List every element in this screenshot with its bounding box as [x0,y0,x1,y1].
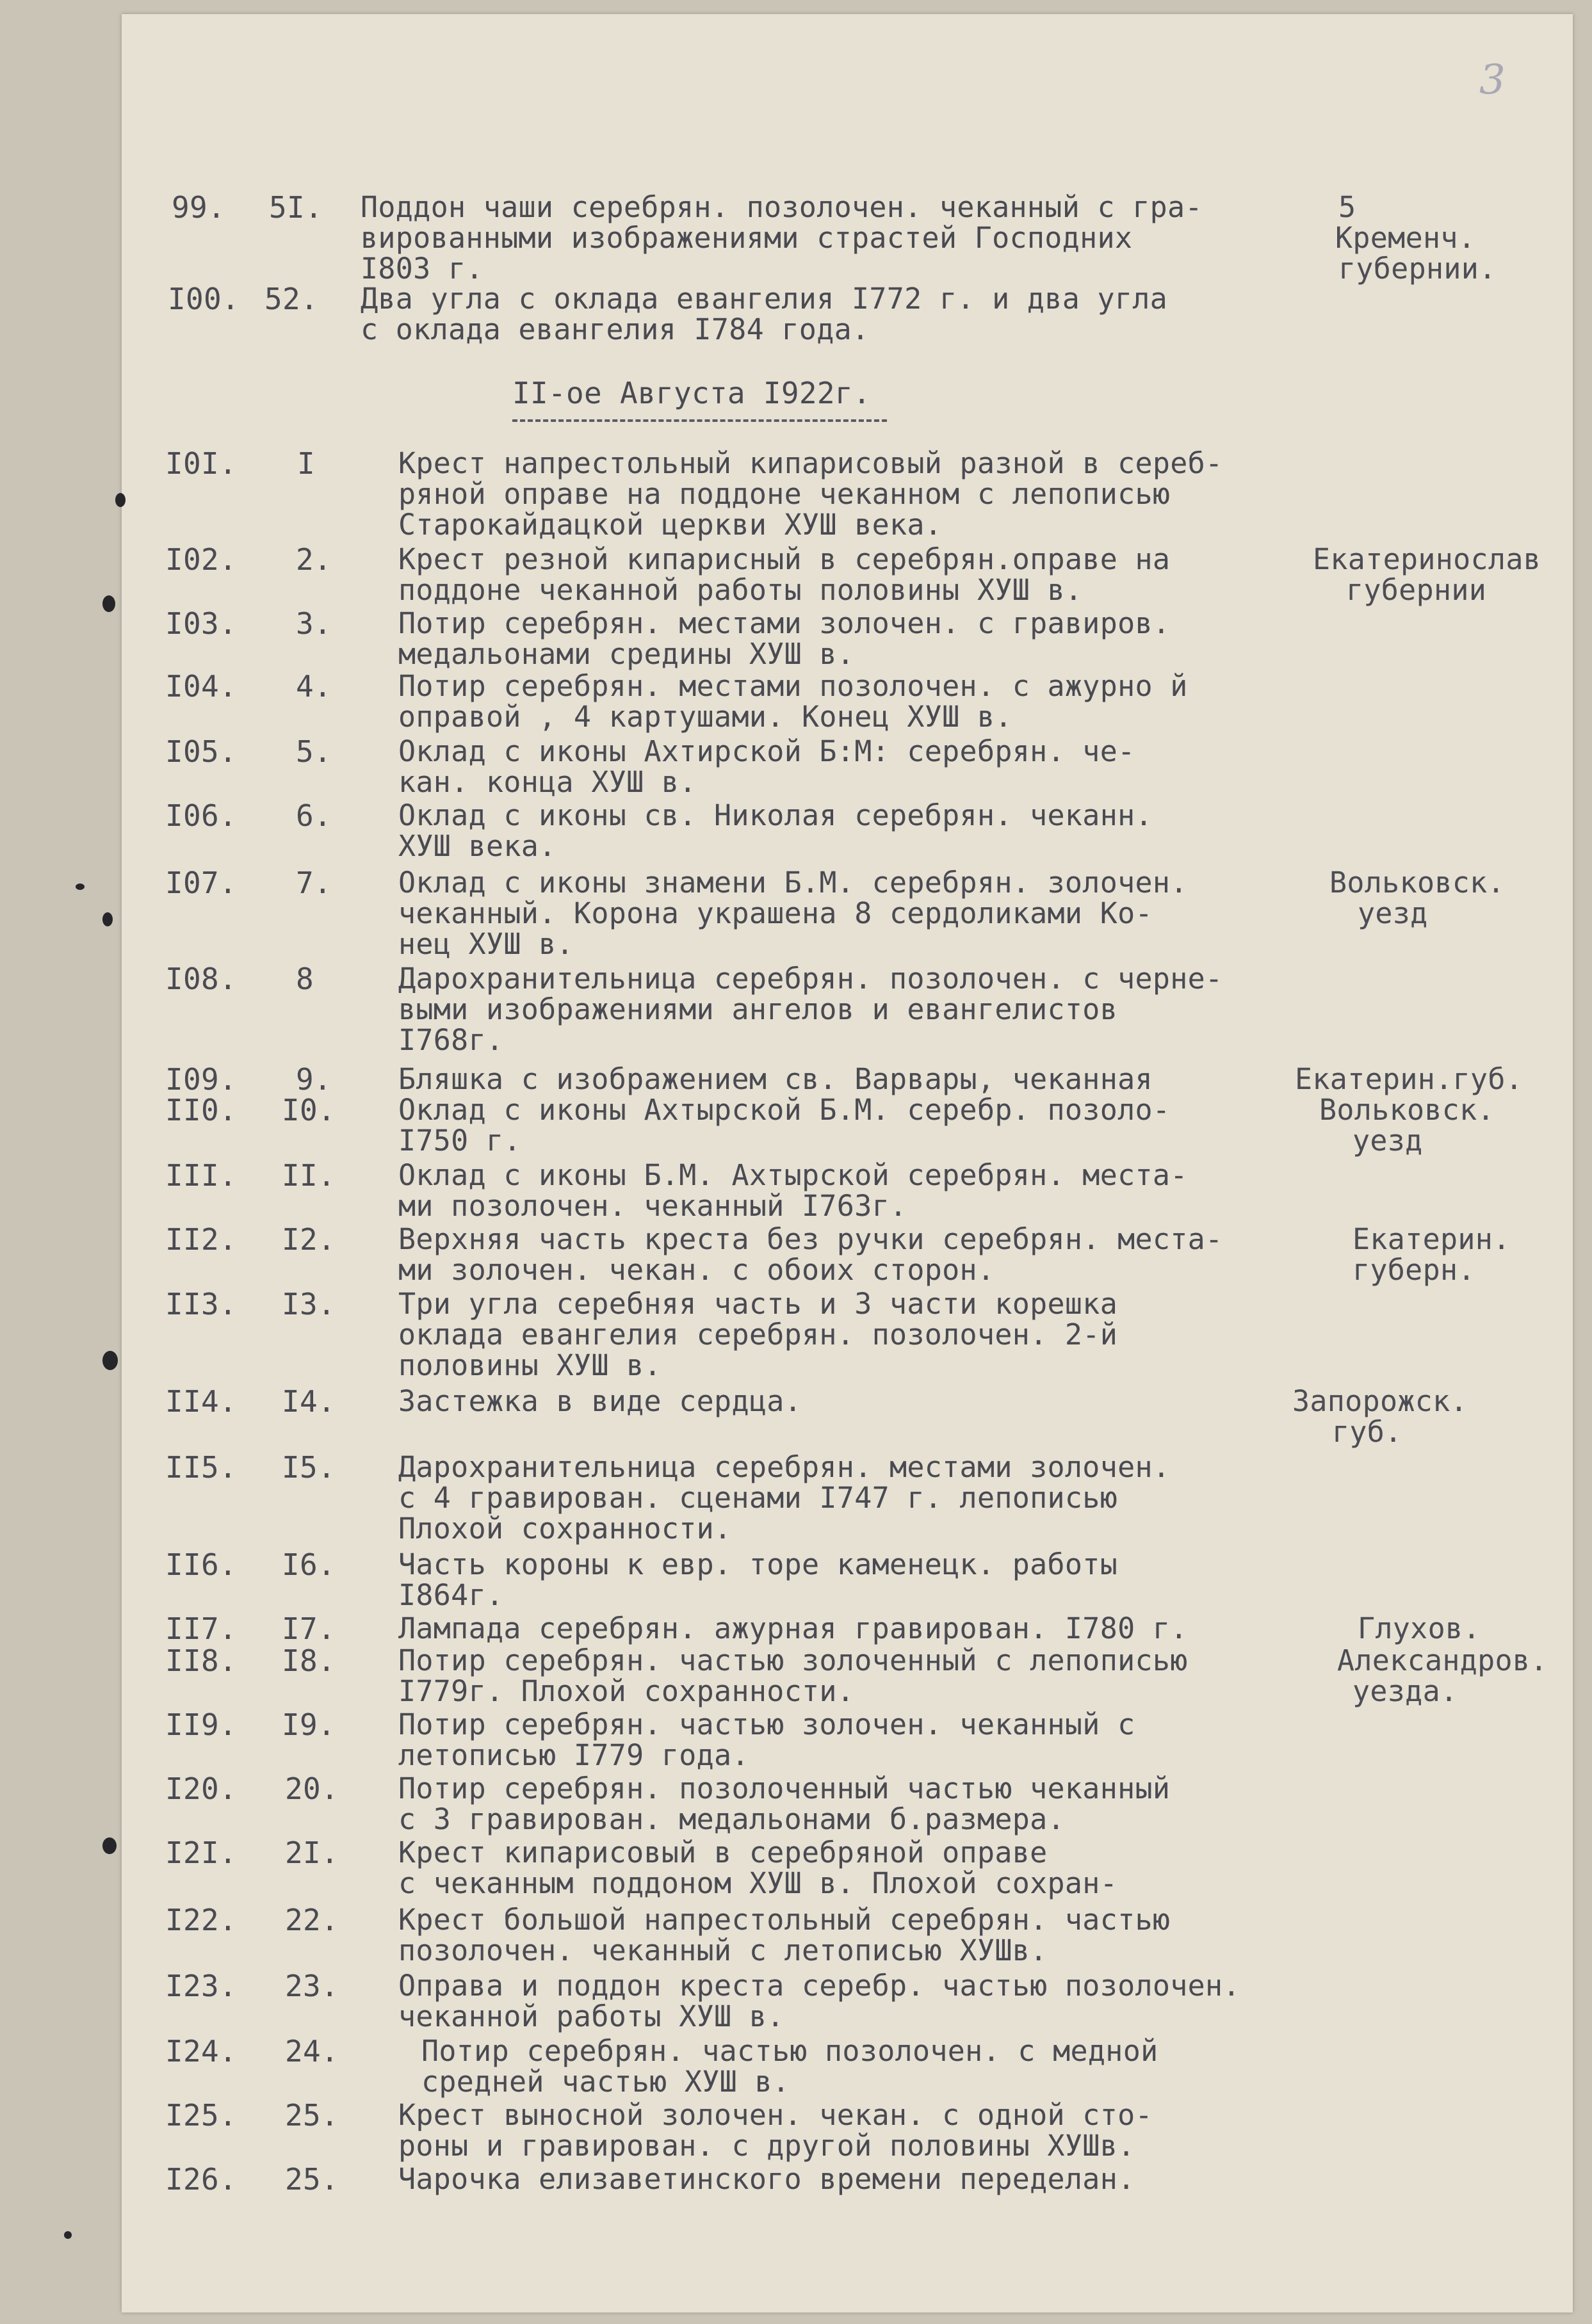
entry-number: I24. [165,2034,237,2069]
binder-hole-mark [102,912,113,926]
entry-text-line: Плохой сохранности. [398,1512,732,1545]
entry-subnumber: 3. [296,606,332,641]
entry-text-line: Часть короны к евр. торе каменецк. работы [398,1547,1118,1581]
entry-text-line: Оклад с иконы знамени Б.М. серебрян. золочен. [398,866,1188,900]
binder-hole-mark [76,884,85,890]
entry-number: I26. [165,2162,237,2197]
origin-note: Запорожск. [1292,1384,1468,1418]
date-heading: II-ое Августа I922г. [512,376,871,410]
entry-text-line: вированными изображениями страстей Господних [361,221,1133,255]
entry-text-line: роны и гравирован. с другой половины ХУШв. [398,2129,1135,2163]
entry-text-line: Лампада серебрян. ажурная гравирован. I780 г. [398,1611,1188,1645]
entry-text-line: Крест напрестольный кипарисовый разной в сереб- [398,446,1223,480]
entry-text-line: нец ХУШ в. [398,927,574,961]
entry-text-line: половины ХУШ в. [398,1348,662,1382]
entry-subnumber: 4. [296,669,332,704]
entry-text-line: Чарочка елизаветинского времени переделан. [398,2162,1135,2196]
entry-text-line: Дарохранительница серебрян. позолочен. с черне- [398,962,1223,996]
entry-text-line: Потир серебрян. частью позолочен. с медной [421,2034,1158,2068]
binder-hole-mark [102,1837,117,1854]
entry-subnumber: I5. [282,1450,336,1485]
entry-subnumber: 25. [285,2098,339,2133]
entry-text-line: оправой , 4 картушами. Конец ХУШ в. [398,700,1012,734]
entry-subnumber: 25. [285,2162,339,2197]
heading-underline [512,419,887,422]
entry-number: I07. [165,866,237,900]
entry-text-line: Старокайдацкой церкви ХУШ века. [398,508,943,542]
entry-number: 99. [172,190,225,225]
entry-number: I05. [165,734,237,769]
entry-number: II4. [165,1384,237,1419]
entry-number: II9. [165,1707,237,1742]
entry-text-line: Потир серебрян. позолоченный частью чеканный [398,1771,1171,1805]
entry-text-line: Потир серебрян. частью золоченный с лепописью [398,1643,1188,1677]
entry-subnumber: I6. [282,1547,336,1582]
entry-subnumber: 7. [296,866,332,900]
entry-subnumber: I7. [282,1611,336,1646]
entry-number: I2I. [165,1836,237,1870]
origin-note: 5 [1338,190,1356,224]
entry-subnumber: II. [282,1158,336,1193]
entry-subnumber: 5I. [269,190,323,225]
entry-text-line: Потир серебрян. частью золочен. чеканный с [398,1707,1135,1741]
entry-number: II8. [165,1643,237,1678]
entry-text-line: с 4 гравирован. сценами I747 г. лепописью [398,1481,1118,1515]
entry-number: I03. [165,606,237,641]
entry-subnumber: 23. [285,1969,339,2003]
origin-note: губернии [1346,573,1487,607]
origin-note: Екатерин.губ. [1295,1062,1523,1096]
entry-number: II2. [165,1222,237,1257]
entry-text-line: выми изображениями ангелов и евангелистов [398,992,1118,1026]
entry-subnumber: I8. [282,1643,336,1678]
entry-subnumber: 22. [285,1903,339,1937]
entry-subnumber: I0. [282,1093,336,1127]
entry-number: II3. [165,1287,237,1321]
origin-note: Александров. [1337,1643,1548,1677]
origin-note: Екатерин. [1352,1222,1511,1256]
entry-subnumber: I3. [282,1287,336,1321]
entry-text-line: кан. конца ХУШ в. [398,765,697,799]
entry-text-line: Крест выносной золочен. чекан. с одной сто- [398,2098,1153,2132]
entry-text-line: ХУШ века. [398,829,556,863]
entry-text-line: Три угла серебняя часть и 3 части корешка [398,1287,1118,1321]
entry-subnumber: 20. [285,1771,339,1806]
origin-note: уезд [1352,1124,1423,1158]
entry-text-line: Верхняя часть креста без ручки серебрян. места- [398,1222,1223,1256]
entry-text-line: поддоне чеканной работы половины ХУШ в. [398,573,1083,607]
entry-text-line: летописью I779 года. [398,1738,749,1772]
entry-subnumber: 2I. [285,1836,339,1870]
entry-number: I23. [165,1969,237,2003]
entry-subnumber: 6. [296,798,332,833]
entry-text-line: ряной оправе на поддоне чеканном с лепописью [398,477,1171,511]
entry-text-line: Оклад с иконы Ахтырской Б.М. серебр. позоло- [398,1093,1171,1127]
origin-note: Вольковск. [1329,866,1505,900]
entry-text-line: Оклад с иконы св. Николая серебрян. чеканн. [398,798,1153,832]
origin-note: Екатеринослав [1313,542,1541,576]
entry-text-line: Два угла с оклада евангелия I772 г. и два угла [361,282,1168,316]
origin-note: губ. [1332,1415,1402,1449]
entry-number: I20. [165,1771,237,1806]
binder-hole-mark [64,2231,72,2239]
entry-number: I0I. [165,446,237,481]
entry-subnumber: I [297,446,315,481]
entry-number: I08. [165,962,237,996]
entry-text-line: Оклад с иконы Б.М. Ахтырской серебрян. места- [398,1158,1188,1192]
entry-text-line: Поддон чаши серебрян. позолочен. чеканный с гра- [361,190,1203,224]
entry-number: III. [165,1158,237,1193]
binder-hole-mark [102,595,115,612]
entry-subnumber: 8 [296,962,314,996]
origin-note: губернии. [1338,252,1497,286]
origin-note: губерн. [1352,1253,1475,1287]
entry-text-line: медальонами средины ХУШ в. [398,637,855,671]
entry-subnumber: 5. [296,734,332,769]
entry-number: I09. [165,1062,237,1097]
entry-number: II5. [165,1450,237,1485]
entry-number: I22. [165,1903,237,1937]
entry-text-line: Оклад с иконы Ахтирской Б:М: серебрян. че- [398,734,1135,768]
entry-number: I25. [165,2098,237,2133]
entry-text-line: Потир серебрян. местами золочен. с гравиров. [398,606,1171,640]
entry-text-line: I864г. [398,1578,504,1612]
entry-text-line: с оклада евангелия I784 года. [361,312,870,346]
origin-note: Вольковск. [1319,1093,1495,1127]
entry-text-line: ми позолочен. чеканный I763г. [398,1189,907,1223]
entry-text-line: I803 г. [361,252,483,286]
entry-text-line: оклада евангелия серебрян. позолочен. 2-й [398,1318,1118,1352]
entry-number: II0. [165,1093,237,1127]
entry-text-line: Крест кипарисовый в серебряной оправе [398,1836,1048,1869]
entry-text-line: средней частью ХУШ в. [421,2065,790,2099]
entry-number: II6. [165,1547,237,1582]
entry-text-line: чеканной работы ХУШ в. [398,1999,784,2033]
entry-text-line: I768г. [398,1023,504,1057]
entry-number: I02. [165,542,237,577]
entry-subnumber: I4. [282,1384,336,1419]
origin-note: Глухов. [1358,1611,1481,1645]
entry-subnumber: 52. [264,282,318,316]
entry-text-line: Крест резной кипарисный в серебрян.оправе на [398,542,1171,576]
entry-subnumber: 24. [285,2034,339,2069]
entry-text-line: Бляшка с изображением св. Варвары, чеканная [398,1062,1153,1096]
entry-text-line: с 3 гравирован. медальонами б.размера. [398,1802,1065,1836]
entry-text-line: I779г. Плохой сохранности. [398,1674,855,1708]
entry-number: II7. [165,1611,237,1646]
entry-subnumber: I9. [282,1707,336,1742]
binder-hole-mark [102,1351,118,1370]
entry-subnumber: 2. [296,542,332,577]
entry-text-line: позолочен. чеканный с летописью ХУШв. [398,1933,1048,1967]
entry-number: I04. [165,669,237,704]
entry-text-line: I750 г. [398,1124,521,1158]
entry-text-line: чеканный. Корона украшена 8 сердоликами Ко- [398,896,1153,930]
binder-hole-mark [115,493,126,507]
page-number: 3 [1479,56,1506,104]
entry-text-line: Оправа и поддон креста серебр. частью позолочен. [398,1969,1240,2003]
entry-text-line: ми золочен. чекан. с обоих сторон. [398,1253,995,1287]
entry-text-line: Потир серебрян. местами позолочен. с ажурно й [398,669,1188,703]
entry-text-line: с чеканным поддоном ХУШ в. Плохой сохран- [398,1866,1118,1900]
entry-text-line: Крест большой напрестольный серебрян. частью [398,1903,1171,1937]
entry-subnumber: I2. [282,1222,336,1257]
entry-number: I00. [168,282,240,316]
entry-text-line: Застежка в виде сердца. [398,1384,802,1418]
entry-text-line: Дарохранительница серебрян. местами золочен. [398,1450,1171,1484]
origin-note: уезда. [1352,1674,1458,1708]
origin-note: уезд [1358,896,1428,930]
entry-subnumber: 9. [296,1062,332,1097]
origin-note: Кременч. [1335,221,1476,255]
entry-number: I06. [165,798,237,833]
